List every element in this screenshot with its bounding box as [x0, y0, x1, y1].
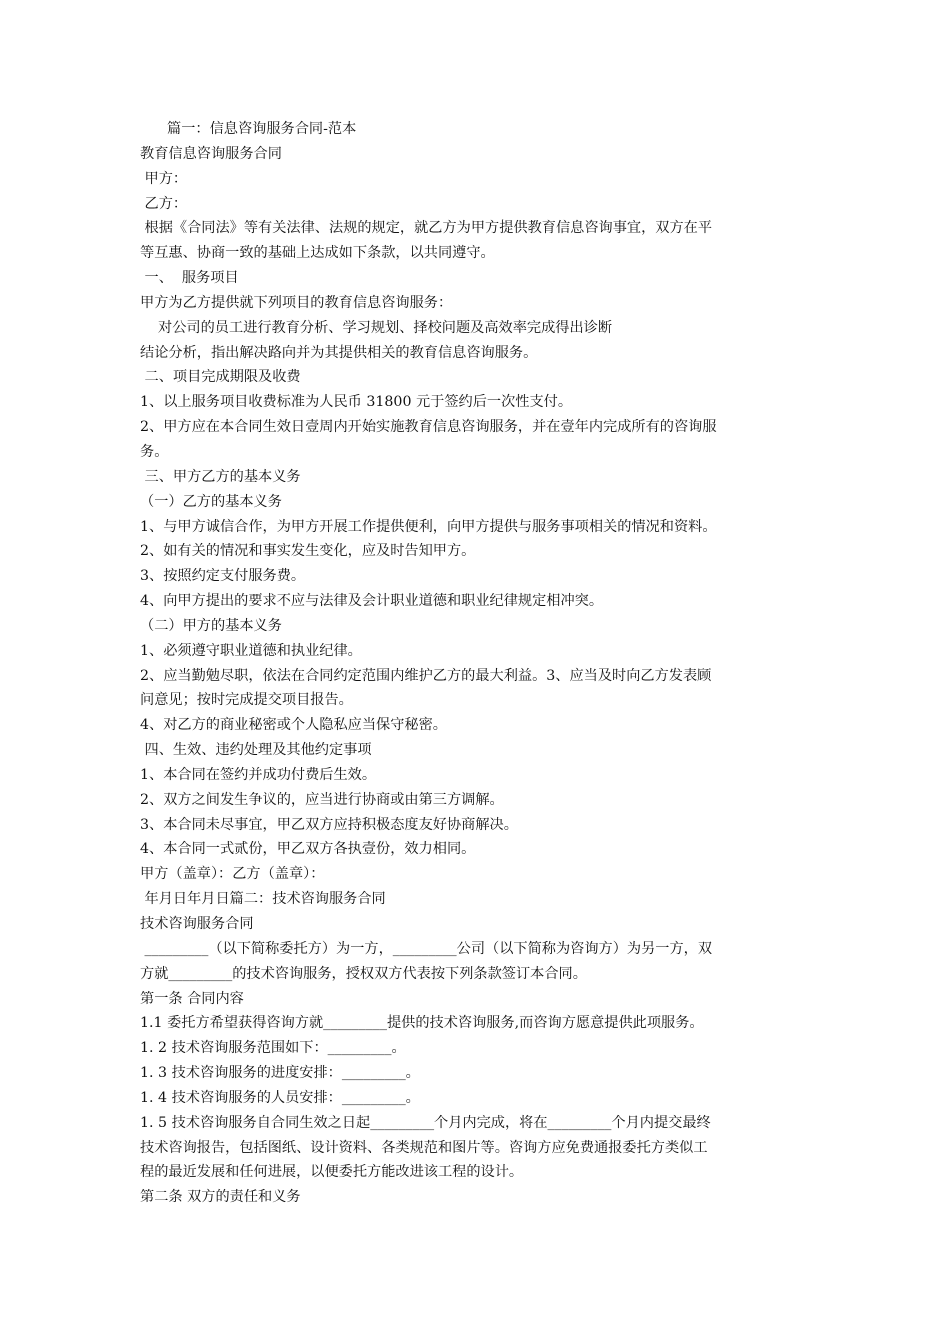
text-line: 1. 4 技术咨询服务的人员安排：_________。 — [140, 1089, 420, 1106]
text-line: 4、对乙方的商业秘密或个人隐私应当保守秘密。 — [140, 717, 447, 734]
text-line: 2、如有关的情况和事实发生变化，应及时告知甲方。 — [140, 543, 476, 560]
contract-title: 教育信息咨询服务合同 — [140, 145, 282, 162]
text-line: 2、甲方应在本合同生效日壹周内开始实施教育信息咨询服务，并在壹年内完成所有的咨询服 — [140, 419, 717, 436]
text-line: 技术咨询报告，包括图纸、设计资料、各类规范和图片等。咨询方应免费通报委托方类似工 — [140, 1139, 708, 1156]
document-body — [140, 117, 820, 1210]
text-line: 1. 2 技术咨询服务范围如下：_________。 — [140, 1040, 406, 1057]
party-b-line: 乙方： — [140, 195, 188, 212]
heading-line: 第二条 双方的责任和义务 — [140, 1189, 301, 1206]
text-line: 程的最近发展和任何进展，以便委托方能改进该工程的设计。 — [140, 1164, 524, 1181]
heading-line: 四、生效、违约处理及其他约定事项 — [140, 742, 372, 759]
text-line: 根据《合同法》等有关法律、法规的规定，就乙方为甲方提供教育信息咨询事宜，双方在平 — [140, 220, 713, 237]
heading-line: 第一条 合同内容 — [140, 990, 244, 1007]
text-line: 1. 3 技术咨询服务的进度安排：_________。 — [140, 1065, 420, 1082]
text-line: 甲方为乙方提供就下列项目的教育信息咨询服务： — [140, 294, 453, 311]
text-line: 方就_________的技术咨询服务，授权双方代表按下列条款签订本合同。 — [140, 965, 587, 982]
text-line: 1、必须遵守职业道德和执业纪律。 — [140, 642, 362, 659]
text-line: 1、以上服务项目收费标准为人民币 31800 元于签约后一次性支付。 — [140, 394, 573, 411]
text-line: 1. 5 技术咨询服务自合同生效之日起_________个月内完成，将在_________个月内提交最终 — [140, 1114, 711, 1131]
contract-title: 技术咨询服务合同 — [140, 916, 254, 932]
heading-line: 一、 服务项目 — [140, 270, 239, 287]
text-line: 结论分析，指出解决路向并为其提供相关的教育信息咨询服务。 — [140, 344, 538, 361]
text-line: 务。 — [140, 443, 169, 460]
text-line: 问意见；按时完成提交项目报告。 — [140, 692, 353, 709]
text-line: 4、本合同一式贰份，甲乙双方各执壹份，效力相同。 — [140, 841, 476, 858]
subheading-line: （二）甲方的基本义务 — [140, 617, 282, 634]
text-line: 等互惠、协商一致的基础上达成如下条款，以共同遵守。 — [140, 245, 495, 262]
text-line: 3、按照约定支付服务费。 — [140, 568, 306, 585]
text-line: _________（以下简称委托方）为一方，_________公司（以下简称为咨询方）为另一方，双 — [140, 940, 713, 957]
heading-line: 二、项目完成期限及收费 — [140, 369, 301, 386]
date-line: 年月日年月日篇二：技术咨询服务合同 — [140, 891, 386, 908]
text-line: 4、向甲方提出的要求不应与法律及会计职业道德和职业纪律规定相冲突。 — [140, 593, 604, 610]
text-line: 2、双方之间发生争议的，应当进行协商或由第三方调解。 — [140, 791, 504, 808]
signature-line: 甲方（盖章）：乙方（盖章）： — [140, 866, 325, 883]
text-line: 1、与甲方诚信合作，为甲方开展工作提供便利，向甲方提供与服务事项相关的情况和资料。 — [140, 518, 717, 535]
text-line: 对公司的员工进行教育分析、学习规划、择校问题及高效率完成得出诊断 — [140, 319, 613, 336]
section-title: 篇一：信息咨询服务合同-范本 — [140, 121, 357, 137]
text-line: 1.1 委托方希望获得咨询方就_________提供的技术咨询服务,而咨询方愿意提供此项服务。 — [140, 1015, 704, 1032]
party-a-line: 甲方： — [140, 170, 188, 187]
subheading-line: （一）乙方的基本义务 — [140, 493, 282, 510]
text-line: 1、本合同在签约并成功付费后生效。 — [140, 766, 377, 783]
text-line: 2、应当勤勉尽职，依法在合同约定范围内维护乙方的最大利益。3、应当及时向乙方发表顾 — [140, 667, 712, 684]
heading-line: 三、甲方乙方的基本义务 — [140, 468, 301, 485]
text-line: 3、本合同未尽事宜，甲乙双方应持积极态度友好协商解决。 — [140, 816, 518, 833]
